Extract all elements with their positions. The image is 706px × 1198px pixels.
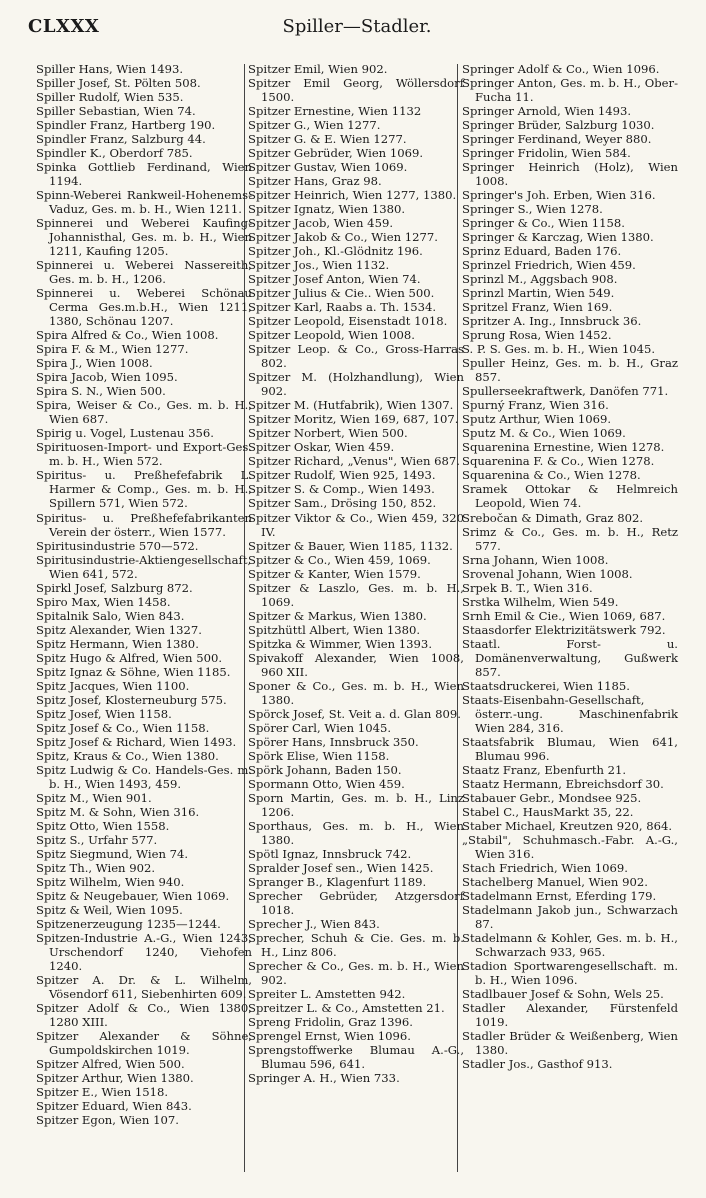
directory-entry: Spira J., Wien 1008.: [36, 356, 153, 371]
directory-entry: Spirituosen-Import- und Export-Ges. m. b. H., Wien 572.: [36, 440, 252, 469]
directory-entry: Sprinzel Friedrich, Wien 459.: [462, 258, 636, 273]
directory-entry: Spitzer Emil, Wien 902.: [248, 62, 388, 76]
directory-entry: Srnh Emil & Cie., Wien 1069, 687.: [462, 608, 666, 623]
directory-entry: Stach Friedrich, Wien 1069.: [462, 860, 628, 875]
directory-entry: Spitzer Ernestine, Wien 1132: [248, 104, 422, 119]
directory-entry: Stadler Jos., Gasthof 913.: [462, 1057, 613, 1072]
directory-entry: Spitz Josef & Richard, Wien 1493.: [36, 734, 237, 749]
directory-entry: Stadelmann Ernst, Eferding 179.: [462, 888, 657, 903]
directory-entry: Spitzer Jacob, Wien 459.: [248, 216, 394, 231]
directory-entry: Sponer & Co., Ges. m. b. H., Wien 1380.: [248, 678, 464, 707]
directory-entry: Spitz M., Wien 901.: [36, 790, 152, 805]
directory-entry: Spitz Wilhelm, Wien 940.: [36, 874, 185, 889]
directory-entry: Sputz M. & Co., Wien 1069.: [462, 426, 626, 441]
directory-entry: Spreitzer L. & Co., Amstetten 21.: [248, 1001, 445, 1016]
directory-entry: Spitz Josef, Wien 1158.: [36, 706, 172, 721]
directory-entry: Squarenina F. & Co., Wien 1278.: [462, 454, 655, 469]
directory-entry: Springer Heinrich (Holz), Wien 1008.: [462, 160, 678, 189]
directory-entry: Spitzer Leop. & Co., Gross-Harras 802.: [248, 342, 464, 371]
directory-entry: Spitz Hugo & Alfred, Wien 500.: [36, 650, 223, 665]
directory-entry: Spiller Josef, St. Pölten 508.: [36, 76, 201, 91]
directory-entry: Spitz Siegmund, Wien 74.: [36, 846, 189, 861]
directory-entry: Srimz & Co., Ges. m. b. H., Retz 577.: [462, 524, 678, 553]
directory-entry: Springer Anton, Ges. m. b. H., Ober-Fucha 11.: [462, 76, 678, 105]
directory-entry: Stadler Alexander, Fürstenfeld 1019.: [462, 1001, 678, 1030]
directory-entry: Srebočan & Dimath, Graz 802.: [462, 510, 644, 525]
directory-entry: Sprengstoffwerke Blumau A.-G., Blumau 596, 641.: [248, 1043, 464, 1072]
directory-entry: Sprinzl Martin, Wien 549.: [462, 286, 615, 301]
directory-entry: Sprinzl M., Aggsbach 908.: [462, 272, 618, 287]
directory-entry: Spitalnik Salo, Wien 843.: [36, 608, 185, 623]
directory-entry: Spralder Josef sen., Wien 1425.: [248, 860, 434, 875]
directory-column-1: [36, 62, 252, 1127]
directory-entry: Spitz Th., Wien 902.: [36, 860, 156, 875]
directory-entry: „Stabil", Schuhmasch.-Fabr. A.-G., Wien 316.: [462, 832, 678, 861]
directory-entry: Spitz, Kraus & Co., Wien 1380.: [36, 748, 219, 763]
directory-entry: Sprecher & Co., Ges. m. b. H., Wien 902.: [248, 959, 464, 988]
directory-entry: Srpek B. T., Wien 316.: [462, 580, 593, 595]
directory-entry: Spitzenerzeugung 1235—1244.: [36, 916, 221, 931]
directory-entry: Spitzer G., Wien 1277.: [248, 118, 381, 133]
directory-entry: Spitzer Rudolf, Wien 925, 1493.: [248, 468, 436, 483]
directory-entry: Staatsdruckerei, Wien 1185.: [462, 678, 630, 693]
directory-entry: Spiritus- u. Preßhefefabrik L. Harmer & Comp., Ges. m. b. H., Spillern 571, Wien 572.: [36, 468, 252, 511]
directory-entry: Spitzka & Wimmer, Wien 1393.: [248, 636, 432, 651]
directory-entry: Spitzer A. Dr. & L. Wilhelm, Vösendorf 611, Siebenhirten 609.: [36, 973, 252, 1002]
directory-entry: Spitzer Heinrich, Wien 1277, 1380.: [248, 188, 457, 203]
directory-entry: Springer's Joh. Erben, Wien 316.: [462, 188, 656, 203]
directory-entry: Spitzer Viktor & Co., Wien 459, 320 IV.: [248, 510, 464, 539]
directory-entry: Spitzhüttl Albert, Wien 1380.: [248, 622, 421, 637]
directory-entry: Spitzer Arthur, Wien 1380.: [36, 1071, 194, 1086]
directory-entry: Sprung Rosa, Wien 1452.: [462, 328, 612, 343]
directory-entry: Spitzer Egon, Wien 107.: [36, 1113, 179, 1128]
directory-entry: Spitzer Sam., Drösing 150, 852.: [248, 496, 437, 511]
directory-entry: Staatz Franz, Ebenfurth 21.: [462, 762, 627, 777]
directory-entry: Spitzer Richard, „Venus", Wien 687.: [248, 454, 460, 469]
directory-entry: Sprinz Eduard, Baden 176.: [462, 244, 622, 259]
directory-entry: Stabel C., HausMarkt 35, 22.: [462, 804, 634, 819]
directory-entry: Spira Jacob, Wien 1095.: [36, 370, 178, 385]
page-number: CLXXX: [28, 16, 100, 37]
directory-column-2: [248, 62, 464, 1085]
directory-entry: Spitz & Neugebauer, Wien 1069.: [36, 888, 230, 903]
directory-entry: Staasdorfer Elektrizitätswerk 792.: [462, 622, 666, 637]
directory-entry: Spinn-Weberei Rankweil-Hohenems-Vaduz, Ges. m. b. H., Wien 1211.: [36, 188, 252, 217]
directory-column-3: [462, 62, 678, 1071]
directory-entry: Springer Arnold, Wien 1493.: [462, 104, 632, 119]
directory-entry: Sprecher Gebrüder, Atzgersdorf 1018.: [248, 888, 464, 917]
directory-entry: Spindler K., Oberdorf 785.: [36, 146, 193, 161]
directory-entry: Spitzer Adolf & Co., Wien 1380, 1280 XIII.: [36, 1001, 252, 1030]
directory-entry: Stadler Brüder & Weißenberg, Wien 1380.: [462, 1029, 678, 1058]
directory-entry: Spitz S., Urfahr 577.: [36, 832, 158, 847]
directory-entry: Spiller Rudolf, Wien 535.: [36, 90, 184, 105]
directory-entry: Spitzer Alexander & Söhne, Gumpoldskirchen 1019.: [36, 1029, 252, 1058]
directory-entry: Sputz Arthur, Wien 1069.: [462, 412, 612, 427]
directory-entry: Spreng Fridolin, Graz 1396.: [248, 1015, 413, 1030]
directory-entry: Stadelmann & Kohler, Ges. m. b. H., Schwarzach 933, 965.: [462, 930, 678, 959]
directory-entry: Springer & Co., Wien 1158.: [462, 216, 625, 231]
directory-entry: Spinka Gottlieb Ferdinand, Wien 1194.: [36, 160, 252, 189]
directory-entry: S. P. S. Ges. m. b. H., Wien 1045.: [462, 342, 656, 357]
directory-entry: Springer A. H., Wien 733.: [248, 1071, 400, 1086]
directory-entry: Stadlbauer Josef & Sohn, Wels 25.: [462, 987, 664, 1002]
directory-entry: Spitzer & Markus, Wien 1380.: [248, 608, 427, 623]
directory-entry: Staatz Hermann, Ebreichsdorf 30.: [462, 776, 664, 791]
directory-entry: Spitzer Gustav, Wien 1069.: [248, 160, 408, 175]
directory-entry: Springer Fridolin, Wien 584.: [462, 146, 631, 161]
directory-entry: Spreiter L. Amstetten 942.: [248, 987, 406, 1002]
directory-entry: Spitzer Karl, Raabs a. Th. 1534.: [248, 300, 437, 315]
directory-entry: Spindler Franz, Hartberg 190.: [36, 118, 216, 133]
directory-entry: Spitzer & Laszlo, Ges. m. b. H., 1069.: [248, 580, 464, 609]
directory-entry: Spitz Josef & Co., Wien 1158.: [36, 720, 210, 735]
directory-entry: Sporthaus, Ges. m. b. H., Wien 1380.: [248, 818, 464, 847]
directory-entry: Spirig u. Vogel, Lustenau 356.: [36, 426, 214, 441]
directory-entry: Spitzer Julius & Cie.. Wien 500.: [248, 286, 435, 301]
directory-entry: Spitzer M. (Holzhandlung), Wien 902.: [248, 370, 464, 399]
directory-entry: Spitz Ludwig & Co. Handels-Ges. m. b. H., Wien 1493, 459.: [36, 762, 252, 791]
directory-entry: Spitzer Alfred, Wien 500.: [36, 1057, 185, 1072]
directory-entry: Spritzer A. Ing., Innsbruck 36.: [462, 314, 642, 329]
directory-entry: Spitzer Josef Anton, Wien 74.: [248, 272, 421, 287]
directory-entry: Springer Brüder, Salzburg 1030.: [462, 118, 655, 133]
directory-entry: Spitz Otto, Wien 1558.: [36, 818, 170, 833]
directory-entry: Staatsfabrik Blumau, Wien 641, Blumau 996.: [462, 734, 678, 763]
directory-entry: Squarenina & Co., Wien 1278.: [462, 468, 641, 483]
directory-entry: Sprecher, Schuh & Cie. Ges. m. b. H., Linz 806.: [248, 930, 464, 959]
directory-entry: Staatl. Forst- u. Domänenverwaltung, Gußwerk 857.: [462, 636, 678, 679]
directory-entry: Spormann Otto, Wien 459.: [248, 776, 405, 791]
directory-entry: Spira F. & M., Wien 1277.: [36, 342, 189, 357]
directory-entry: Spiritusindustrie 570—572.: [36, 538, 199, 553]
directory-entry: Spörk Johann, Baden 150.: [248, 762, 402, 777]
directory-entry: Spitz M. & Sohn, Wien 316.: [36, 804, 200, 819]
directory-entry: Spitzer Norbert, Wien 500.: [248, 426, 408, 441]
directory-entry: Spira S. N., Wien 500.: [36, 384, 166, 399]
directory-entry: Spitzer Joh., Kl.-Glödnitz 196.: [248, 244, 423, 259]
directory-entry: Spitzer Oskar, Wien 459.: [248, 440, 395, 455]
directory-entry: Srstka Wilhelm, Wien 549.: [462, 594, 619, 609]
directory-entry: Spitzer Eduard, Wien 843.: [36, 1099, 192, 1114]
directory-entry: Springer Ferdinand, Weyer 880.: [462, 132, 652, 147]
directory-entry: Spitzer Moritz, Wien 169, 687, 107.: [248, 412, 459, 427]
directory-entry: Spira, Weiser & Co., Ges. m. b. H., Wien 687.: [36, 398, 252, 427]
directory-entry: Sramek Ottokar & Helmreich Leopold, Wien 74.: [462, 482, 678, 511]
directory-entry: Spitz Hermann, Wien 1380.: [36, 636, 199, 651]
directory-entry: Spivakoff Alexander, Wien 1008, 960 XII.: [248, 650, 464, 679]
directory-entry: Spurný Franz, Wien 316.: [462, 398, 609, 413]
directory-entry: Spinnerei u. Weberei Nassereith, Ges. m. b. H., 1206.: [36, 258, 252, 287]
directory-entry: Spiritusindustrie-Aktiengesellschaft, Wien 641, 572.: [36, 552, 252, 581]
directory-entry: Spitz Alexander, Wien 1327.: [36, 622, 202, 637]
directory-entry: Spitzer Emil Georg, Wöllersdorf 1500.: [248, 76, 464, 105]
directory-entry: Spitz Ignaz & Söhne, Wien 1185.: [36, 664, 231, 679]
directory-entry: Spitzer G. & E. Wien 1277.: [248, 132, 407, 147]
directory-entry: Spitz Jacques, Wien 1100.: [36, 678, 190, 693]
directory-entry: Spitzer Jos., Wien 1132.: [248, 258, 390, 273]
directory-entry: Spitzer M. (Hutfabrik), Wien 1307.: [248, 398, 454, 413]
directory-entry: Spörk Elise, Wien 1158.: [248, 748, 390, 763]
directory-entry: Staats-Eisenbahn-Gesellschaft, österr.-ung. Maschinenfabrik Wien 284, 316.: [462, 692, 678, 735]
directory-entry: Squarenina Ernestine, Wien 1278.: [462, 440, 665, 455]
directory-entry: Srovenal Johann, Wien 1008.: [462, 566, 633, 581]
directory-entry: Stadelmann Jakob jun., Schwarzach 87.: [462, 902, 678, 931]
page-title: Spiller—Stadler.: [282, 16, 432, 37]
directory-entry: Spitzer S. & Comp., Wien 1493.: [248, 482, 435, 497]
directory-entry: Stachelberg Manuel, Wien 902.: [462, 874, 648, 889]
directory-entry: Spitzer & Kanter, Wien 1579.: [248, 566, 421, 581]
directory-entry: Spitzer Hans, Graz 98.: [248, 174, 382, 189]
directory-entry: Spitzer Gebrüder, Wien 1069.: [248, 146, 424, 161]
page-header: [28, 16, 686, 42]
directory-entry: Springer & Karczag, Wien 1380.: [462, 230, 654, 245]
directory-entry: Sporn Martin, Ges. m. b. H., Linz 1206.: [248, 790, 464, 819]
directory-entry: Spiller Hans, Wien 1493.: [36, 62, 184, 76]
directory-entry: Staber Michael, Kreutzen 920, 864.: [462, 818, 673, 833]
directory-entry: Spörer Carl, Wien 1045.: [248, 720, 392, 735]
directory-entry: Spitzer & Co., Wien 459, 1069.: [248, 552, 431, 567]
directory-entry: Spindler Franz, Salzburg 44.: [36, 132, 206, 147]
directory-entry: Spinnerei u. Weberei Schönau Cerma Ges.m.b.H., Wien 1211, 1380, Schönau 1207.: [36, 286, 252, 329]
directory-entry: Spiller Sebastian, Wien 74.: [36, 104, 196, 119]
directory-entry: Spörck Josef, St. Veit a. d. Glan 809.: [248, 706, 461, 721]
directory-entry: Spitzer Leopold, Wien 1008.: [248, 328, 415, 343]
directory-entry: Spitzen-Industrie A.-G., Wien 1243, Urschendorf 1240, Viehofen 1240.: [36, 930, 252, 973]
directory-entry: Stadion Sportwarengesellschaft. m. b. H., Wien 1096.: [462, 959, 678, 988]
directory-entry: Spitzer Ignatz, Wien 1380.: [248, 202, 406, 217]
directory-entry: Spritzel Franz, Wien 169.: [462, 300, 613, 315]
directory-entry: Spitz Josef, Klosterneuburg 575.: [36, 692, 227, 707]
directory-entry: Spirkl Josef, Salzburg 872.: [36, 580, 193, 595]
directory-entry: Sprecher J., Wien 843.: [248, 916, 380, 931]
directory-entry: Spiro Max, Wien 1458.: [36, 594, 171, 609]
directory-entry: Spranger B., Klagenfurt 1189.: [248, 874, 427, 889]
directory-entry: Spitzer Leopold, Eisenstadt 1018.: [248, 314, 448, 329]
directory-entry: Spitzer Jakob & Co., Wien 1277.: [248, 230, 438, 245]
directory-entry: Spinnerei und Weberei Kaufing-Johannisthal, Ges. m. b. H., Wien 1211, Kaufing 1205.: [36, 216, 252, 259]
directory-entry: Spitzer E., Wien 1518.: [36, 1085, 169, 1100]
directory-entry: Spötl Ignaz, Innsbruck 742.: [248, 846, 412, 861]
directory-entry: Spullerseekraftwerk, Danöfen 771.: [462, 384, 669, 399]
directory-entry: Spörer Hans, Innsbruck 350.: [248, 734, 419, 749]
directory-entry: Srna Johann, Wien 1008.: [462, 552, 609, 567]
directory-entry: Sprengel Ernst, Wien 1096.: [248, 1029, 411, 1044]
directory-entry: Springer S., Wien 1278.: [462, 202, 603, 217]
directory-entry: Spitz & Weil, Wien 1095.: [36, 902, 183, 917]
directory-entry: Springer Adolf & Co., Wien 1096.: [462, 62, 660, 76]
directory-entry: Spuller Heinz, Ges. m. b. H., Graz 857.: [462, 356, 678, 385]
directory-entry: Stabauer Gebr., Mondsee 925.: [462, 790, 642, 805]
directory-entry: Spitzer & Bauer, Wien 1185, 1132.: [248, 538, 453, 553]
directory-entry: Spira Alfred & Co., Wien 1008.: [36, 328, 219, 343]
directory-entry: Spiritus- u. Preßhefefabrikanten Verein der österr., Wien 1577.: [36, 510, 252, 539]
